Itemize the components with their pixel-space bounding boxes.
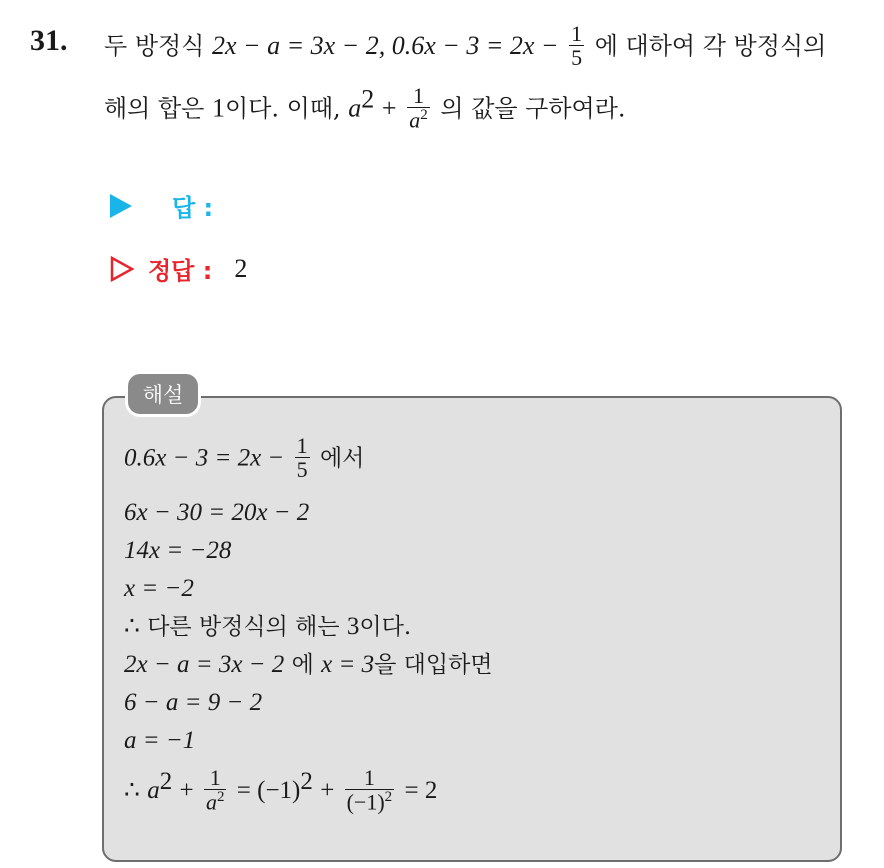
therefore-symbol: ∴ — [124, 613, 140, 640]
variable: a — [348, 93, 362, 123]
solution-step: ∴ 다른 방정식의 해는 3이다. — [124, 613, 412, 640]
correct-answer-label: 정답 : — [148, 257, 213, 285]
correct-answer-row — [110, 251, 247, 286]
solution-step: x = −2 — [124, 575, 194, 602]
solution-label: 해설 — [128, 374, 198, 414]
play-triangle-icon — [110, 194, 132, 218]
solution-step: 0.6x − 3 = 2x − $\frac{1}{5}$ 에서 — [124, 433, 365, 483]
correct-answer-value: 2 — [234, 253, 248, 283]
question-text: 두 방정식 — [104, 32, 205, 61]
fraction — [407, 84, 430, 132]
therefore-symbol: ∴ — [124, 776, 140, 804]
equation: 2x − a = 3x − 2, 0.6x − 3 = 2x − — [212, 31, 559, 61]
question-number: 31. — [30, 24, 68, 57]
question-text: 해의 합은 — [104, 94, 205, 123]
number: 1 — [212, 93, 226, 123]
fraction-numerator: 1 — [571, 21, 583, 46]
solution-step: 2x − a = 3x − 2 에 x = 3을 대입하면 — [124, 651, 493, 678]
exponent: 2 — [361, 84, 375, 114]
question-text: 의 값을 구하여라. — [440, 94, 626, 123]
fraction-numerator: 1 — [407, 84, 430, 108]
question-line-2 — [104, 83, 626, 134]
question-text: 이다. 이때, — [225, 94, 341, 123]
solution-step: ∴ $a^2$ + $\frac{1}{a^2}$ = $(-1)^2$ + $\frac{1}{(-1)^2}$ = 2 — [124, 765, 438, 815]
solution-step: 6x − 30 = 20x − 2 — [124, 499, 310, 526]
solution-step: 14x = −28 — [124, 537, 232, 564]
operator: + — [381, 93, 397, 123]
answer-input-row[interactable] — [110, 188, 213, 223]
fraction — [569, 22, 584, 69]
question-text: 에 대하여 각 방정식의 — [594, 32, 827, 61]
fraction: $\frac{1}{a^2}$ — [205, 765, 225, 815]
outline-triangle-icon — [110, 256, 134, 282]
solution-step: 6 − a = 9 − 2 — [124, 689, 263, 716]
question-line-1 — [104, 21, 827, 71]
fraction: $\frac{1}{5}$ — [296, 433, 308, 483]
solution-step: a = −1 — [124, 727, 196, 754]
fraction-denominator: 5 — [571, 45, 583, 71]
answer-label: 답 : — [172, 194, 214, 222]
fraction-denominator: $a^2$ — [409, 107, 428, 133]
fraction: $\frac{1}{(-1)^2}$ — [346, 765, 393, 815]
